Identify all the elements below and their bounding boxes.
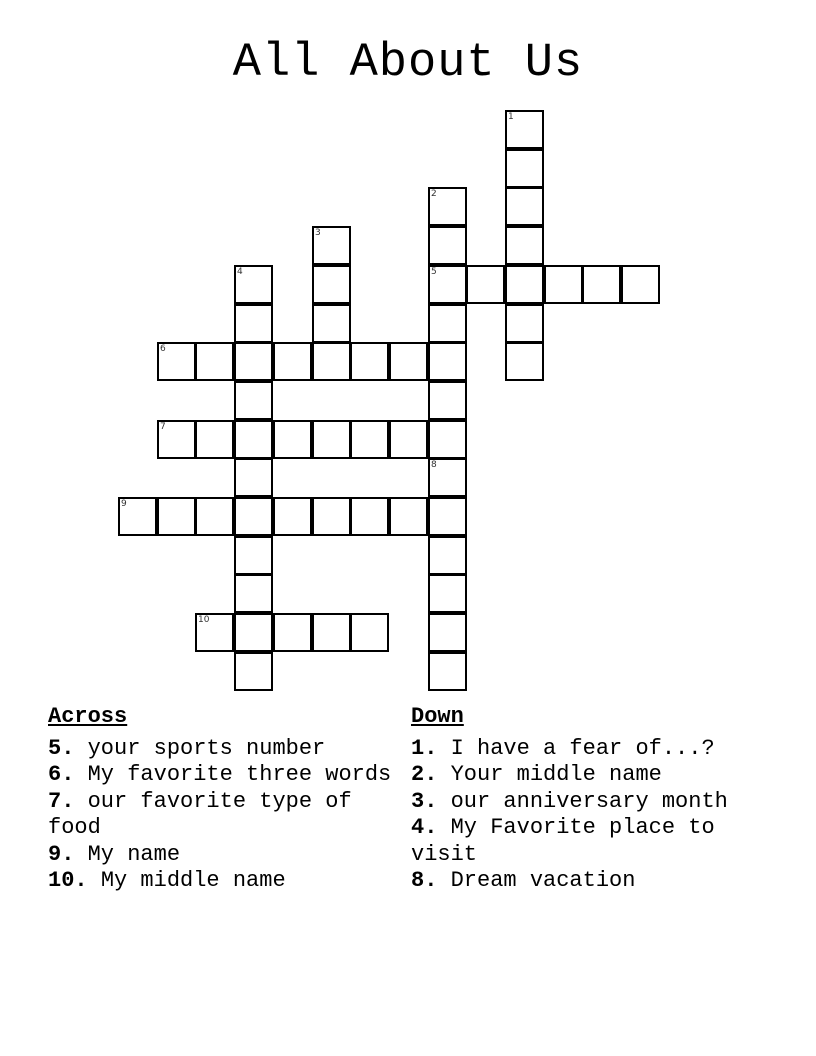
cell-number: 4	[237, 267, 243, 277]
crossword-cell[interactable]	[118, 497, 157, 536]
clue-number: 8.	[411, 868, 438, 894]
down-clue	[411, 762, 756, 788]
crossword-cell[interactable]	[234, 497, 273, 536]
cell-number: 10	[198, 615, 210, 625]
down-heading: Down	[411, 704, 464, 729]
clue-text: our anniversary month	[450, 788, 728, 814]
cell-number: 3	[315, 228, 321, 238]
clue-text: Your middle name	[450, 762, 662, 788]
crossword-cell[interactable]	[234, 265, 273, 304]
cell-number: 9	[121, 499, 127, 509]
across-heading: Across	[48, 704, 128, 729]
crossword-cell[interactable]	[157, 497, 196, 536]
across-clue	[48, 789, 393, 842]
clue-number: 5.	[48, 736, 75, 761]
crossword-cell[interactable]	[621, 265, 660, 304]
down-clue	[411, 736, 756, 762]
crossword-cell[interactable]	[234, 613, 273, 652]
cell-number: 7	[160, 422, 166, 432]
clue-text: My favorite three words	[87, 762, 392, 788]
across-clue	[48, 736, 393, 762]
crossword-cell[interactable]	[505, 304, 544, 343]
across-clue	[48, 842, 393, 868]
crossword-cell[interactable]	[428, 574, 467, 613]
crossword-cell[interactable]	[312, 265, 351, 304]
crossword-cell[interactable]	[234, 536, 273, 575]
crossword-cell[interactable]	[428, 652, 467, 691]
clue-number: 9.	[48, 841, 75, 867]
crossword-cell[interactable]	[428, 420, 467, 459]
down-clue	[411, 815, 756, 868]
crossword-cell[interactable]	[505, 110, 544, 149]
crossword-cell[interactable]	[234, 458, 273, 497]
crossword-cell[interactable]	[273, 342, 312, 381]
crossword-cell[interactable]	[350, 497, 389, 536]
clue-text: My name	[87, 841, 181, 867]
crossword-cell[interactable]	[428, 342, 467, 381]
clue-number: 3.	[411, 788, 438, 814]
crossword-cell[interactable]	[195, 497, 234, 536]
crossword-cell[interactable]	[195, 342, 234, 381]
down-clue	[411, 789, 756, 815]
crossword-cell[interactable]	[157, 420, 196, 459]
clue-text: My Favorite place to visit	[411, 815, 715, 867]
crossword-cell[interactable]	[273, 420, 312, 459]
clue-text: your sports number	[87, 736, 326, 761]
crossword-cell[interactable]	[428, 265, 467, 304]
crossword-cell[interactable]	[312, 613, 351, 652]
across-clue	[48, 762, 393, 788]
crossword-cell[interactable]	[389, 497, 428, 536]
clue-number: 4.	[411, 815, 438, 841]
cell-number: 1	[508, 112, 514, 122]
cell-number: 2	[431, 189, 437, 199]
crossword-cell[interactable]	[234, 304, 273, 343]
crossword-cell[interactable]	[389, 420, 428, 459]
crossword-cell[interactable]	[428, 536, 467, 575]
crossword-cell[interactable]	[505, 149, 544, 188]
crossword-cell[interactable]	[428, 304, 467, 343]
crossword-cell[interactable]	[466, 265, 505, 304]
cell-number: 8	[431, 460, 437, 470]
crossword-cell[interactable]	[234, 652, 273, 691]
crossword-cell[interactable]	[505, 226, 544, 265]
crossword-cell[interactable]	[234, 574, 273, 613]
crossword-cell[interactable]	[505, 265, 544, 304]
crossword-cell[interactable]	[505, 342, 544, 381]
clue-text: Dream vacation	[450, 868, 636, 894]
crossword-cell[interactable]	[312, 304, 351, 343]
crossword-cell[interactable]	[389, 342, 428, 381]
crossword-cell[interactable]	[582, 265, 621, 304]
crossword-cell[interactable]	[312, 226, 351, 265]
crossword-cell[interactable]	[350, 342, 389, 381]
crossword-cell[interactable]	[195, 613, 234, 652]
down-clues	[411, 704, 756, 894]
crossword-cell[interactable]	[273, 613, 312, 652]
crossword-cell[interactable]	[505, 187, 544, 226]
crossword-cell[interactable]	[428, 613, 467, 652]
crossword-cell[interactable]	[312, 342, 351, 381]
clue-number: 6.	[48, 762, 75, 788]
crossword-cell[interactable]	[428, 497, 467, 536]
across-clues	[48, 704, 393, 894]
crossword-cell[interactable]	[350, 420, 389, 459]
clue-text: our favorite type of food	[48, 788, 352, 841]
clue-text: My middle name	[100, 868, 286, 894]
crossword-cell[interactable]	[273, 497, 312, 536]
crossword-cell[interactable]	[544, 265, 583, 304]
clue-number: 10.	[48, 868, 88, 894]
cell-number: 5	[431, 267, 437, 277]
cell-number: 6	[160, 344, 166, 354]
crossword-cell[interactable]	[312, 420, 351, 459]
clue-number: 7.	[48, 788, 75, 814]
crossword-cell[interactable]	[428, 381, 467, 420]
page-title: All About Us	[232, 37, 584, 90]
crossword-cell[interactable]	[195, 420, 234, 459]
clue-number: 2.	[411, 762, 438, 788]
clue-text: I have a fear of...?	[450, 736, 715, 761]
crossword-cell[interactable]	[350, 613, 389, 652]
clue-number: 1.	[411, 736, 438, 761]
down-clue	[411, 868, 756, 894]
crossword-cell[interactable]	[428, 187, 467, 226]
crossword-cell[interactable]	[234, 342, 273, 381]
crossword-cell[interactable]	[428, 458, 467, 497]
crossword-cell[interactable]	[234, 381, 273, 420]
crossword-cell[interactable]	[234, 420, 273, 459]
across-clue	[48, 868, 393, 894]
crossword-cell[interactable]	[157, 342, 196, 381]
crossword-cell[interactable]	[312, 497, 351, 536]
crossword-cell[interactable]	[428, 226, 467, 265]
